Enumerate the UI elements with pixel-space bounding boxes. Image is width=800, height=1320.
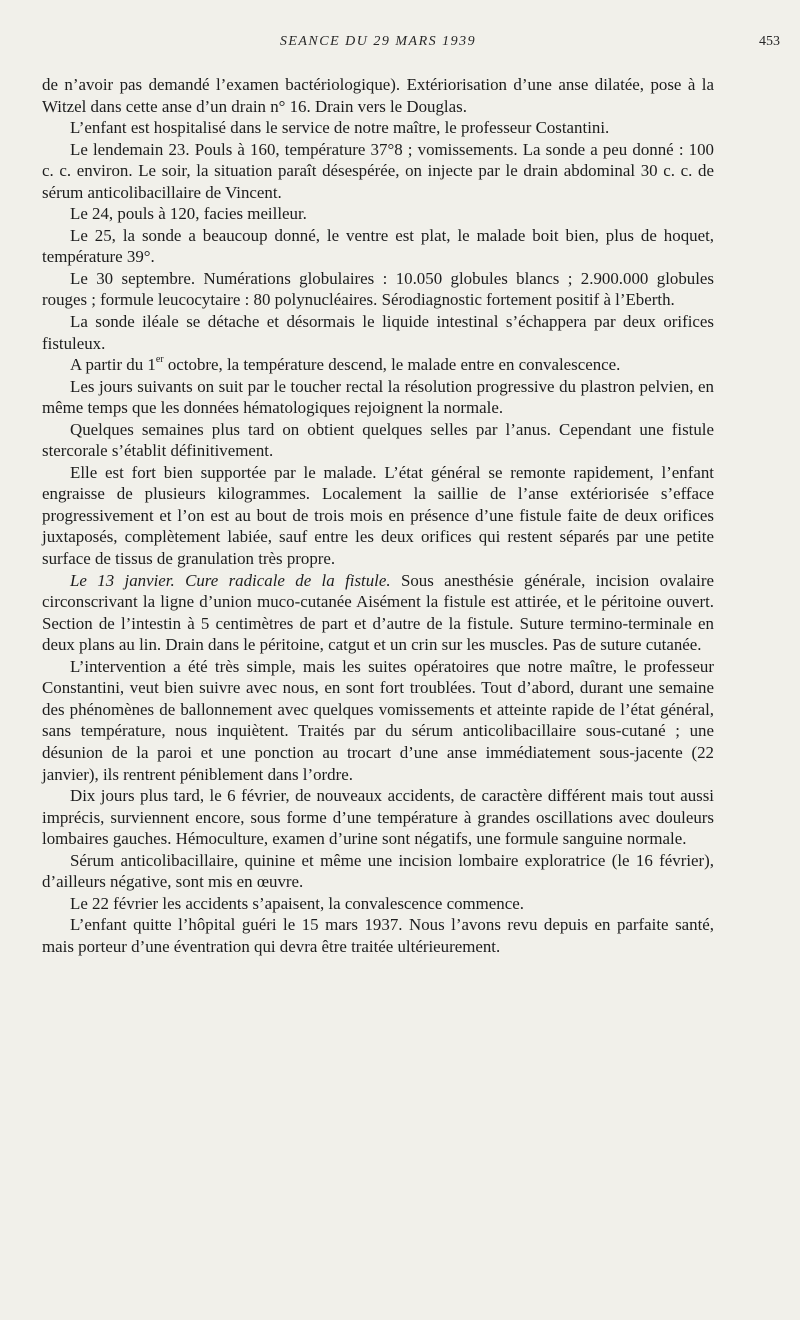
paragraph-3: Le lendemain 23. Pouls à 160, température 37°8 ; vomissements. La sonde a peu donné : 100 c. c. environ. Le soir, la situation paraît désespérée, on injecte par le drain abdominal 30 c. c. de sérum anticolibacillaire de Vincent. (42, 139, 714, 202)
running-title: SEANCE DU 29 MARS 1939 (279, 34, 477, 49)
ordinal-suffix: er (155, 354, 164, 366)
page-header (42, 34, 780, 68)
paragraph-8-text-before: A partir du 1 (70, 355, 156, 375)
paragraph-1: de n’avoir pas demandé l’examen bactériologique). Extériorisation d’une anse dilatée, pose à la Witzel dans cette anse d’un drain n° 16. Drain vers le Douglas. (42, 75, 714, 116)
paragraph-15: Sérum anticolibacillaire, quinine et même une incision lombaire exploratrice (le 16 février), d’ailleurs négative, sont mis en œuvre. (42, 850, 714, 892)
page-number: 453 (759, 34, 780, 49)
paragraph-8 (42, 354, 714, 376)
paragraph-6: Le 30 septembre. Numérations globulaires : 10.050 globules blancs ; 2.900.000 globules rouges ; formule leucocytaire : 80 polynucléaires. Sérodiagnostic fortement positif à l’Eberth. (42, 268, 714, 310)
paragraph-10: Quelques semaines plus tard on obtient quelques selles par l’anus. Cependant une fistule stercorale s’établit définitivement. (42, 419, 714, 461)
paragraph-12-text: Sous anesthésie générale, incision ovalaire circonscrivant la ligne d’union muco-cutanée Aisément la fistule est attirée, et le péritoine ouvert. Section de l’intestin à 5 centimètres de part et d’autre de la fistule. Suture termino-terminale en deux plans au lin. Drain dans le péritoine, catgut et un crin sur les muscles. Pas de suture cutanée. (42, 570, 714, 655)
paragraph-17: L’enfant quitte l’hôpital guéri le 15 mars 1937. Nous l’avons revu depuis en parfaite santé, mais porteur d’une éventration qui devra être traitée ultérieurement. (42, 915, 714, 956)
surgery-date-heading: Le 13 janvier. Cure radicale de la fistule. (70, 570, 391, 590)
paragraph-5: Le 25, la sonde a beaucoup donné, le ventre est plat, le malade boit bien, plus de hoquet, température 39°. (42, 225, 714, 267)
paragraph-2: L’enfant est hospitalisé dans le service de notre maître, le professeur Costantini. (70, 118, 610, 138)
paragraph-9: Les jours suivants on suit par le toucher rectal la résolution progressive du plastron pelvien, en même temps que les données hématologiques rejoignent la normale. (42, 376, 714, 418)
paragraph-12 (42, 570, 714, 656)
body-text (42, 74, 714, 957)
paragraph-4: Le 24, pouls à 120, facies meilleur. (70, 204, 307, 224)
paragraph-8-text-after: octobre, la température descend, le malade entre en convalescence. (163, 355, 621, 375)
paragraph-11: Elle est fort bien supportée par le malade. L’état général se remonte rapidement, l’enfant engraisse de plusieurs kilogrammes. Localement la saillie de l’anse extériorisée s’efface progressivement et l’on est au bout de trois mois en présence d’une fistule faite de deux orifices juxtaposés, complètement labiée, sauf entre les deux orifices qui restent séparés par une petite surface de tissus de granulation très propre. (42, 462, 714, 569)
paragraph-16: Le 22 février les accidents s’apaisent, la convalescence commence. (70, 893, 524, 913)
paragraph-14: Dix jours plus tard, le 6 février, de nouveaux accidents, de caractère différent mais tout aussi imprécis, surviennent encore, sous forme d’une température à grandes oscillations avec douleurs lombaires gauches. Hémoculture, examen d’urine sont négatifs, une formule sanguine normale. (42, 786, 714, 849)
paragraph-13: L’intervention a été très simple, mais les suites opératoires que notre maître, le professeur Constantini, veut bien suivre avec nous, en sont fort troublées. Tout d’abord, durant une semaine des phénomènes de ballonnement avec quelques vomissements et atteinte rapide de l’état général, sans température, nous inquiètent. Traités par du sérum anticolibacillaire sous-cutané ; une désunion de la paroi et une ponction au trocart d’une anse immédiatement sous-jacente (22 janvier), ils rentrent péniblement dans l’ordre. (42, 656, 714, 784)
paragraph-7: La sonde iléale se détache et désormais le liquide intestinal s’échappera par deux orifices fistuleux. (42, 312, 714, 353)
